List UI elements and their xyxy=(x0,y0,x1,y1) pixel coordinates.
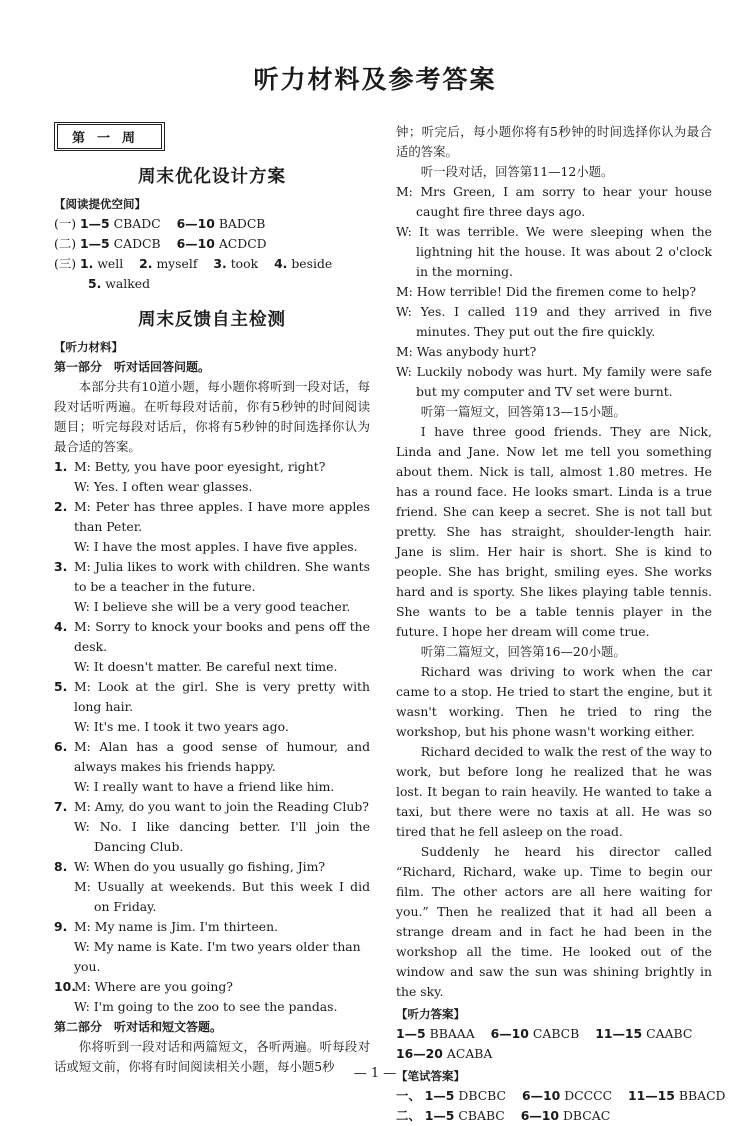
fire-dialogue xyxy=(396,182,712,402)
dialogue-item: 7. M: Amy, do you want to join the Reading Club? W: No. I like dancing better. I'll join the Dancing Club. xyxy=(54,799,370,854)
reading-answer-1: (一) 1—5 CBADC 6—10 BADCB xyxy=(54,216,266,231)
listening-answers-row: 1—5 BBAAA 6—10 CABCB 11—15 CAABC xyxy=(396,1026,693,1041)
passage1: I have three good friends. They are Nick, Linda and Jane. Now let me tell you something about them. Nick is tall, almost 1.80 metres. He has a round face. He looks smart. Linda is a true friend. She can keep a secret. She is not tall but pretty. She has straight, shoulder-length hair. Jane is slim. Her hair is short. She is kind to people. She has bright, smiling eyes. She works hard and is sporty. She likes playing table tennis. She wants to be a table tennis player in the future. I hope her dream will come true. xyxy=(396,424,712,639)
dialogue-item: 6. M: Alan has a good sense of humour, and always makes his friends happy. W: I really want to have a friend like him. xyxy=(54,739,370,794)
dialogue-item: 10.M: Where are you going? W: I'm going to the zoo to see the pandas. xyxy=(54,979,338,1014)
dialogue-item: 3. M: Julia likes to work with children. She wants to be a teacher in the future. W: I believe she will be a very good teacher. xyxy=(54,559,370,614)
dialogue-item: 8. W: When do you usually go fishing, Jim? M: Usually at weekends. But this week I did on Friday. xyxy=(54,859,370,914)
reading-answer-2: (二) 1—5 CADCB 6—10 ACDCD xyxy=(54,236,267,251)
dialogue-line: W: Yes. I called 119 and they arrived in five minutes. They put out the fire quickly. xyxy=(396,304,712,339)
passage2-paragraph: Richard decided to walk the rest of the way to work, but before long he realized that he was lost. It began to rain heavily. He wanted to take a taxi, but there were no taxis at all. He was so tired that he fell asleep on the road. xyxy=(396,744,712,839)
dialogue-line: M: Mrs Green, I am sorry to hear your house caught fire three days ago. xyxy=(396,184,712,219)
dialogue-line: M: How terrible! Did the firemen come to help? xyxy=(396,284,697,299)
left-column xyxy=(54,122,370,1077)
dialogue-list xyxy=(54,457,370,1017)
reading-label: 【阅读提优空间】 xyxy=(54,197,146,211)
written-answers-label: 【笔试答案】 xyxy=(396,1069,465,1083)
part2-intro-left: 你将听到一段对话和两篇短文，各听两遍。听每段对话或短文前，你将有时间阅读相关小题，每小题5秒 xyxy=(54,1039,370,1074)
reading-answer-3-cont: 5. walked xyxy=(88,276,151,291)
page-number: — 1 — xyxy=(353,1066,397,1081)
dialogue-intro: 听一段对话，回答第11—12小题。 xyxy=(420,164,614,179)
dialogue-item: 1. M: Betty, you have poor eyesight, right? W: Yes. I often wear glasses. xyxy=(54,459,326,494)
dialogue-item: 9. M: My name is Jim. I'm thirteen. W: My name is Kate. I'm two years older than you. xyxy=(54,919,361,974)
written-answers-row: 二、 1—5 CBABC 6—10 DBCAC xyxy=(396,1108,611,1123)
passage2-paragraph: Suddenly he heard his director called “Richard, Richard, wake up. Time to begin our film. The other actors are all here waiting for you.” Then he realized that it had all been a strange dream and in fact he had been in the workshop all the time. He looked out of the window and saw the sun was shining brightly in the sky. xyxy=(396,844,712,999)
dialogue-line: W: Luckily nobody was hurt. My family were safe but my computer and TV set were burnt. xyxy=(396,364,712,399)
week-label-box xyxy=(54,122,165,151)
part1-title: 第一部分 听对话回答问题。 xyxy=(54,360,211,374)
page-title: 听力材料及参考答案 xyxy=(253,65,497,94)
section-heading-check: 周末反馈自主检测 xyxy=(138,310,286,330)
dialogue-line: M: Was anybody hurt? xyxy=(396,344,537,359)
dialogue-line: W: It was terrible. We were sleeping when the lightning hit the house. It was about 2 o'clock in the morning. xyxy=(396,224,712,279)
dialogue-item: 5. M: Look at the girl. She is very pretty with long hair. W: It's me. I took it two years ago. xyxy=(54,679,370,734)
passage1-intro: 听第一篇短文，回答第13—15小题。 xyxy=(420,404,626,419)
week-label: 第一周 xyxy=(57,124,162,149)
section-heading-design: 周末优化设计方案 xyxy=(138,167,286,187)
passage2-paragraph: Richard was driving to work when the car came to a stop. He tried to start the engine, but it wasn't working. Then he tried to ring the workshop, but his phone wasn't working either. xyxy=(396,664,712,739)
listening-answers-row: 16—20 ACABA xyxy=(396,1046,493,1061)
dialogue-item: 2. M: Peter has three apples. I have more apples than Peter. W: I have the most apples. I have five apples. xyxy=(54,499,370,554)
dialogue-item: 4. M: Sorry to knock your books and pens off the desk. W: It doesn't matter. Be careful next time. xyxy=(54,619,370,674)
reading-answer-3: (三) 1. well 2. myself 3. took 4. beside xyxy=(54,256,333,271)
part2-title: 第二部分 听对话和短文答题。 xyxy=(54,1020,223,1034)
listening-label: 【听力材料】 xyxy=(54,340,123,354)
written-answers-row: 一、 1—5 DBCBC 6—10 DCCCC 11—15 BBACD xyxy=(396,1088,726,1103)
right-column xyxy=(396,122,726,1126)
part1-intro: 本部分共有10道小题，每小题你将听到一段对话，每段对话听两遍。在听每段对话前，你有5秒钟的时间阅读题目；听完每段对话后，你将有5秒钟的时间选择你认为最合适的答案。 xyxy=(54,379,370,454)
part2-intro-right: 钟；听完后，每小题你将有5秒钟的时间选择你认为最合适的答案。 xyxy=(396,124,712,159)
listening-answers-label: 【听力答案】 xyxy=(396,1007,465,1021)
passage2-intro: 听第二篇短文，回答第16—20小题。 xyxy=(420,644,626,659)
